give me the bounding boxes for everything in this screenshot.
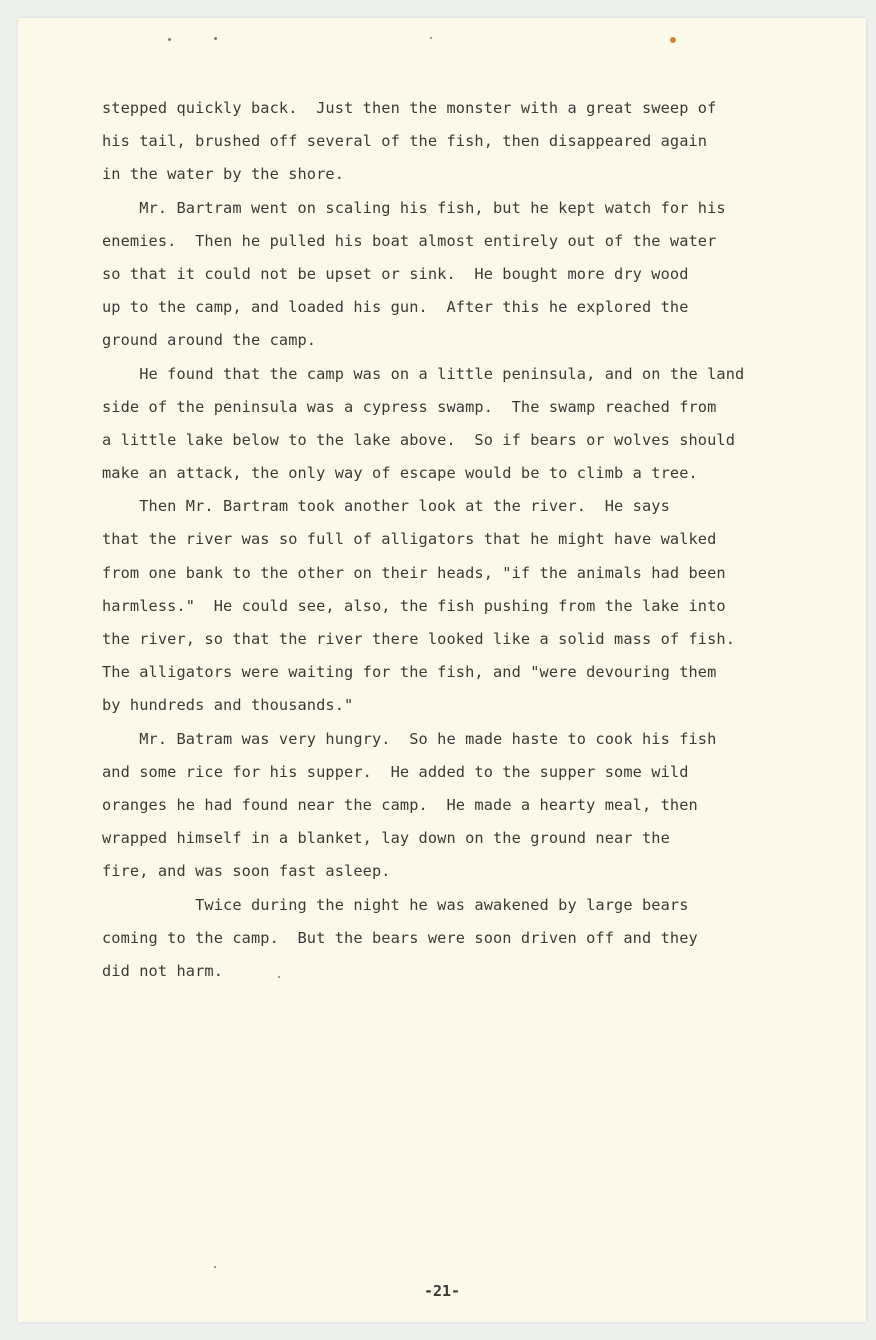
text-line: by hundreds and thousands." [102, 696, 354, 715]
paper-speck [214, 1266, 216, 1268]
text-line: oranges he had found near the camp. He made a hearty meal, then [102, 795, 698, 814]
text-line: fire, and was soon fast asleep. [102, 862, 391, 881]
paper-speck [168, 38, 171, 41]
text-line: his tail, brushed off several of the fish, then disappeared again [102, 132, 708, 151]
text-line: Mr. Bartram went on scaling his fish, but he kept watch for his [102, 198, 726, 217]
text-line: so that it could not be upset or sink. He bought more dry wood [102, 264, 689, 283]
text-line: wrapped himself in a blanket, lay down on the ground near the [102, 829, 670, 848]
text-line: enemies. Then he pulled his boat almost entirely out of the water [102, 231, 717, 250]
text-line: Mr. Batram was very hungry. So he made haste to cook his fish [102, 729, 717, 748]
text-line: and some rice for his supper. He added to the supper some wild [102, 762, 689, 781]
text-line: in the water by the shore. [102, 165, 345, 184]
text-line: the river, so that the river there looked like a solid mass of fish. [102, 630, 736, 648]
text-line: that the river was so full of alligators that he might have walked [102, 530, 717, 549]
text-line: coming to the camp. But the bears were soon driven off and they [102, 928, 698, 947]
typed-text-body [102, 92, 802, 988]
paper-speck [670, 37, 676, 43]
text-line: a little lake below to the lake above. So if bears or wolves should [102, 430, 736, 449]
text-line: He found that the camp was on a little peninsula, and on the land [102, 364, 745, 383]
text-line: stepped quickly back. Just then the monster with a great sweep of [102, 99, 717, 117]
text-line: up to the camp, and loaded his gun. After this he explored the [102, 298, 689, 317]
text-line: make an attack, the only way of escape would be to climb a tree. [102, 464, 698, 483]
paper-speck [214, 37, 217, 40]
text-line: ground around the camp. [102, 331, 317, 350]
text-line: side of the peninsula was a cypress swamp. The swamp reached from [102, 397, 717, 416]
text-line: did not harm. [102, 961, 224, 980]
document-page [18, 18, 866, 1322]
page-number: -21- [423, 1282, 461, 1300]
text-line: The alligators were waiting for the fish, and "were devouring them [102, 663, 717, 682]
text-line: from one bank to the other on their heads, "if the animals had been [102, 563, 726, 582]
text-line: harmless." He could see, also, the fish pushing from the lake into [102, 596, 726, 615]
paper-speck [430, 37, 432, 39]
text-line: Then Mr. Bartram took another look at the river. He says [102, 497, 670, 516]
text-line: Twice during the night he was awakened by large bears [102, 895, 689, 914]
